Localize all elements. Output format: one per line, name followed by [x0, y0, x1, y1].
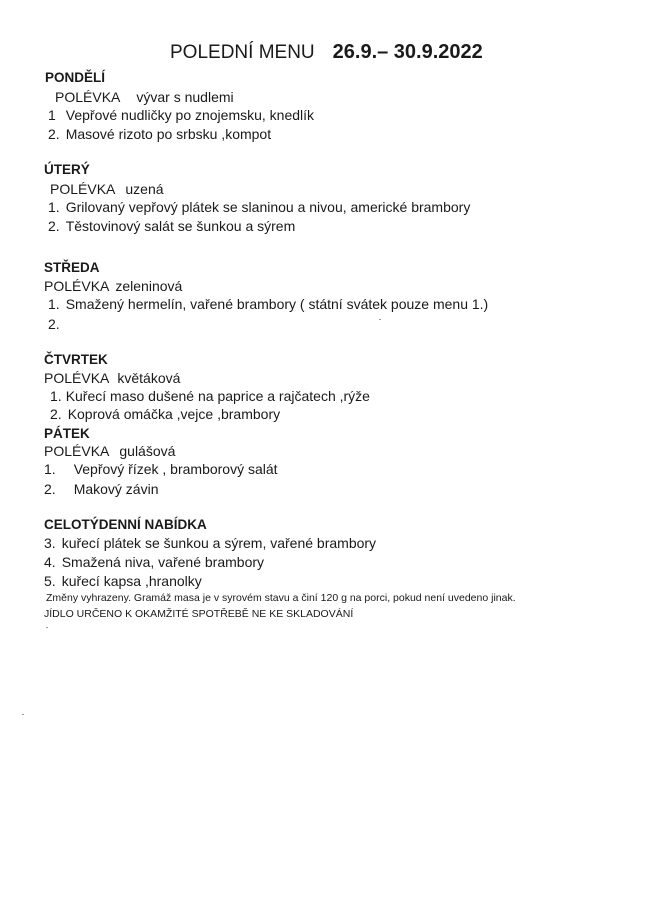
item-number: 1 — [48, 107, 56, 123]
item-number: 1. — [50, 388, 62, 404]
item-number: 1. — [48, 296, 60, 312]
menu-title-label: POLEDNÍ MENU — [170, 42, 315, 63]
soup-label: POLÉVKA — [44, 278, 110, 294]
soup-line-monday — [55, 89, 234, 105]
soup-label: POLÉVKA — [44, 370, 110, 386]
item-text: kuřecí kapsa ,hranolky — [61, 573, 202, 589]
soup-line-thursday — [44, 370, 180, 386]
soup-name: gulášová — [119, 443, 176, 459]
soup-name: zeleninová — [115, 278, 183, 294]
notes-consumption-warning: JÍDLO URČENO K OKAMŽITÉ SPOTŘEBĚ NE KE SKLADOVÁNÍ — [44, 608, 354, 620]
scan-speck — [46, 627, 48, 628]
soup-label: POLÉVKA — [50, 181, 116, 197]
day-heading-friday: PÁTEK — [44, 426, 90, 441]
menu-item-friday-1 — [44, 461, 278, 477]
menu-item-tuesday-2 — [48, 218, 295, 234]
weekly-offer-heading: CELOTÝDENNÍ NABÍDKA — [44, 517, 207, 532]
item-number: 4. — [44, 554, 56, 570]
menu-item-weekly-4 — [44, 554, 264, 570]
notes-changes-reserved: Změny vyhrazeny. Gramáž masa je v syrovém stavu a činí 120 g na porci, pokud není uvedeno jinak. — [46, 592, 516, 604]
menu-item-monday-1 — [48, 107, 314, 123]
soup-line-tuesday — [50, 181, 164, 197]
day-heading-wednesday: STŘEDA — [44, 260, 100, 275]
item-text: Smažený hermelín, vařené brambory ( státní svátek pouze menu 1.) — [65, 296, 489, 312]
menu-dates: 26.9.– 30.9.2022 — [332, 41, 483, 63]
soup-name: uzená — [125, 181, 164, 197]
scan-speck — [22, 714, 24, 715]
scan-speck — [379, 319, 381, 320]
menu-item-thursday-1 — [50, 388, 370, 404]
item-text: Grilovaný vepřový plátek se slaninou a nivou, americké brambory — [65, 199, 471, 215]
item-number: 2. — [50, 406, 62, 422]
menu-item-friday-2 — [44, 481, 159, 497]
menu-item-wednesday-2 — [48, 316, 66, 332]
menu-item-weekly-5 — [44, 573, 202, 589]
menu-item-thursday-2 — [50, 406, 280, 422]
menu-item-wednesday-1 — [48, 296, 488, 312]
day-heading-monday: PONDĚLÍ — [45, 70, 106, 85]
day-heading-tuesday: ÚTERÝ — [44, 162, 90, 177]
item-text: kuřecí plátek se šunkou a sýrem, vařené brambory — [61, 535, 377, 551]
item-number: 2. — [44, 481, 56, 497]
soup-line-wednesday — [44, 278, 182, 294]
soup-label: POLÉVKA — [55, 89, 121, 105]
item-text: Masové rizoto po srbsku ,kompot — [65, 126, 272, 142]
menu-item-tuesday-1 — [48, 199, 470, 215]
item-number: 3. — [44, 535, 56, 551]
soup-line-friday — [44, 443, 175, 459]
item-number: 1. — [44, 461, 56, 477]
item-number: 2. — [48, 126, 60, 142]
menu-item-weekly-3 — [44, 535, 376, 551]
menu-title — [170, 41, 483, 64]
item-text: Koprová omáčka ,vejce ,brambory — [67, 406, 281, 422]
item-text: Vepřový řízek , bramborový salát — [73, 461, 278, 477]
item-number: 2. — [48, 316, 60, 332]
soup-label: POLÉVKA — [44, 443, 110, 459]
day-heading-thursday: ČTVRTEK — [44, 352, 108, 367]
soup-name: květáková — [117, 370, 181, 386]
item-text: Makový závin — [73, 481, 159, 497]
soup-name: vývar s nudlemi — [136, 89, 234, 105]
menu-item-monday-2 — [48, 126, 271, 142]
item-text: Vepřové nudličky po znojemsku, knedlík — [65, 107, 315, 123]
item-number: 5. — [44, 573, 56, 589]
item-number: 2. — [48, 218, 60, 234]
item-number: 1. — [48, 199, 60, 215]
item-text: Smažená niva, vařené brambory — [61, 554, 265, 570]
item-text: Těstovinový salát se šunkou a sýrem — [65, 218, 296, 234]
item-text: Kuřecí maso dušené na paprice a rajčatech ,rýže — [65, 388, 370, 404]
